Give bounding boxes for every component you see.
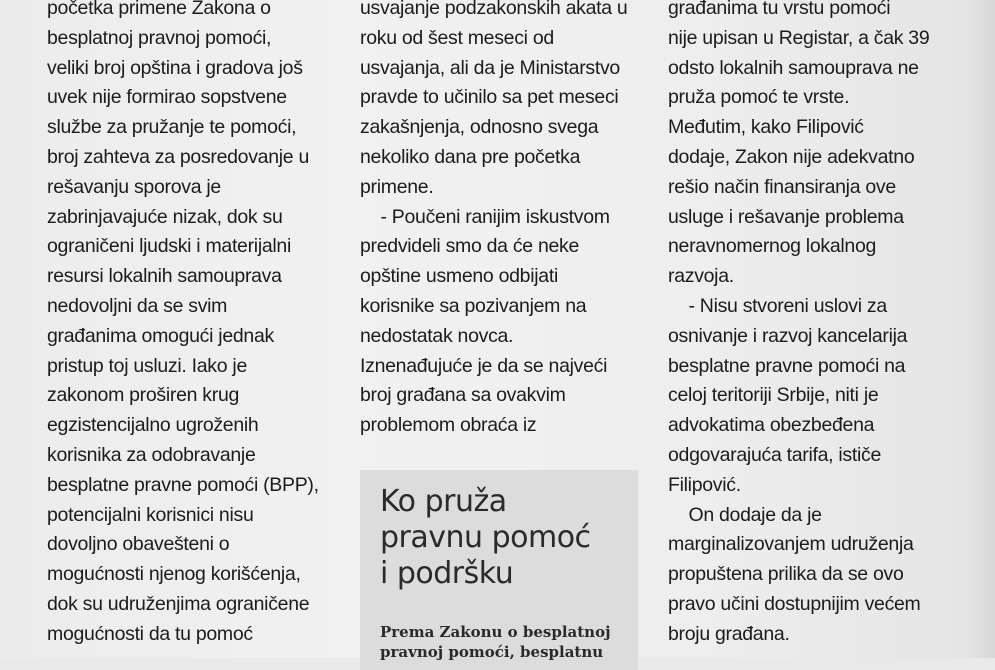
text-line: nije upisan u Registar, a čak 39 bbox=[668, 26, 930, 49]
text-line: građanima tu vrstu pomoći bbox=[668, 0, 891, 19]
text-line: besplatne pravne pomoći na bbox=[668, 354, 906, 377]
text-line: uvek nije formirao sopstvene bbox=[47, 86, 287, 109]
text-line: - Nisu stvoreni uslovi za bbox=[668, 294, 887, 317]
text-line: neravnomernog lokalnog bbox=[668, 235, 877, 258]
text-line: - Poučeni ranijim iskustvom bbox=[360, 205, 610, 228]
text-line: Međutim, kako Filipović bbox=[668, 116, 864, 139]
text-line: marginalizovanjem udruženja bbox=[668, 533, 914, 556]
text-line: zakonom proširen krug bbox=[47, 384, 240, 407]
text-line: On dodaje da je bbox=[668, 503, 822, 526]
text-line: Iznenađujuće je da se najveći bbox=[360, 354, 608, 377]
text-line: potencijalni korisnici nisu bbox=[47, 503, 254, 526]
text-line: korisnika za odobravanje bbox=[47, 443, 256, 466]
text-line: celoj teritoriji Srbije, niti je bbox=[668, 384, 879, 407]
text-line: advokatima obezbeđena bbox=[668, 414, 875, 437]
text-line: pravde to učinilo sa pet meseci bbox=[360, 86, 619, 109]
text-line: rešavanju sporova je bbox=[47, 175, 221, 198]
text-line: odgovarajuća tarifa, ističe bbox=[668, 443, 882, 466]
text-line: dok su udruženjima ograničene bbox=[47, 592, 310, 615]
text-line: nedostatak novca. bbox=[360, 324, 514, 347]
text-line: odsto lokalnih samouprava ne bbox=[668, 56, 919, 79]
text-line: usluge i rešavanje problema bbox=[668, 205, 904, 228]
text-line: problemom obraća iz bbox=[360, 414, 537, 437]
article-column-1 bbox=[47, 0, 337, 658]
text-line: broj zahteva za posredovanje u bbox=[47, 145, 310, 168]
text-line: broju građana. bbox=[668, 622, 790, 645]
text-line: dovoljno obavešteni o bbox=[47, 533, 230, 556]
text-line: veliki broj opština i gradova još bbox=[47, 56, 303, 79]
text-line: dodaje, Zakon nije adekvatno bbox=[668, 145, 915, 168]
text-line: službe za pružanje te pomoći, bbox=[47, 116, 297, 139]
text-line: razvoja. bbox=[668, 265, 734, 288]
text-line: rešio način finansiranja ove bbox=[668, 175, 896, 198]
text-line: ograničeni ljudski i materijalni bbox=[47, 235, 292, 258]
text-line: opštine usmeno odbijati bbox=[360, 265, 558, 288]
column-1-text bbox=[47, 0, 337, 650]
text-line: građanima omogući jednak bbox=[47, 324, 274, 347]
page-edge-shadow bbox=[965, 0, 995, 658]
text-line: besplatnoj pravnoj pomoći, bbox=[47, 26, 272, 49]
text-line: predvideli smo da će neke bbox=[360, 235, 580, 258]
text-line: resursi lokalnih samouprava bbox=[47, 265, 282, 288]
text-line: primene. bbox=[360, 175, 434, 198]
text-line: usvajanja, ali da je Ministarstvo bbox=[360, 56, 620, 79]
text-line: zakašnjenja, odnosno svega bbox=[360, 116, 599, 139]
text-line: egzistencijalno ugroženih bbox=[47, 414, 259, 437]
text-line: nekoliko dana pre početka bbox=[360, 145, 581, 168]
sidebar-box bbox=[360, 470, 638, 670]
text-line: usvajanje podzakonskih akata u bbox=[360, 0, 628, 19]
text-line: pravo učini dostupnijim većem bbox=[668, 592, 921, 615]
text-line: propuštena prilika da se ovo bbox=[668, 563, 904, 586]
sidebar-heading: Ko pruža pravnu pomoć i podršku bbox=[380, 484, 591, 591]
article-column-3 bbox=[668, 0, 958, 658]
text-line: pristup toj usluzi. Iako je bbox=[47, 354, 248, 377]
column-3-text bbox=[668, 0, 958, 650]
text-line: mogućnosti njenog korišćenja, bbox=[47, 563, 301, 586]
text-line: Filipović. bbox=[668, 473, 741, 496]
sidebar-lead-text: Prema Zakonu o besplatnoj pravnoj pomoći, besplatnu bbox=[380, 623, 611, 661]
text-line: nedovoljni da se svim bbox=[47, 294, 228, 317]
text-line: mogućnosti da tu pomoć bbox=[47, 622, 253, 645]
text-line: korisnike sa pozivanjem na bbox=[360, 294, 587, 317]
text-line: osnivanje i razvoj kancelarija bbox=[668, 324, 908, 347]
text-line: roku od šest meseci od bbox=[360, 26, 554, 49]
text-line: početka primene Zakona o bbox=[47, 0, 271, 19]
text-line: zabrinjavajuće nizak, dok su bbox=[47, 205, 283, 228]
text-line: broj građana sa ovakvim bbox=[360, 384, 566, 407]
column-2-text bbox=[360, 0, 640, 441]
text-line: pruža pomoć te vrste. bbox=[668, 86, 850, 109]
text-line: besplatne pravne pomoći (BPP), bbox=[47, 473, 319, 496]
